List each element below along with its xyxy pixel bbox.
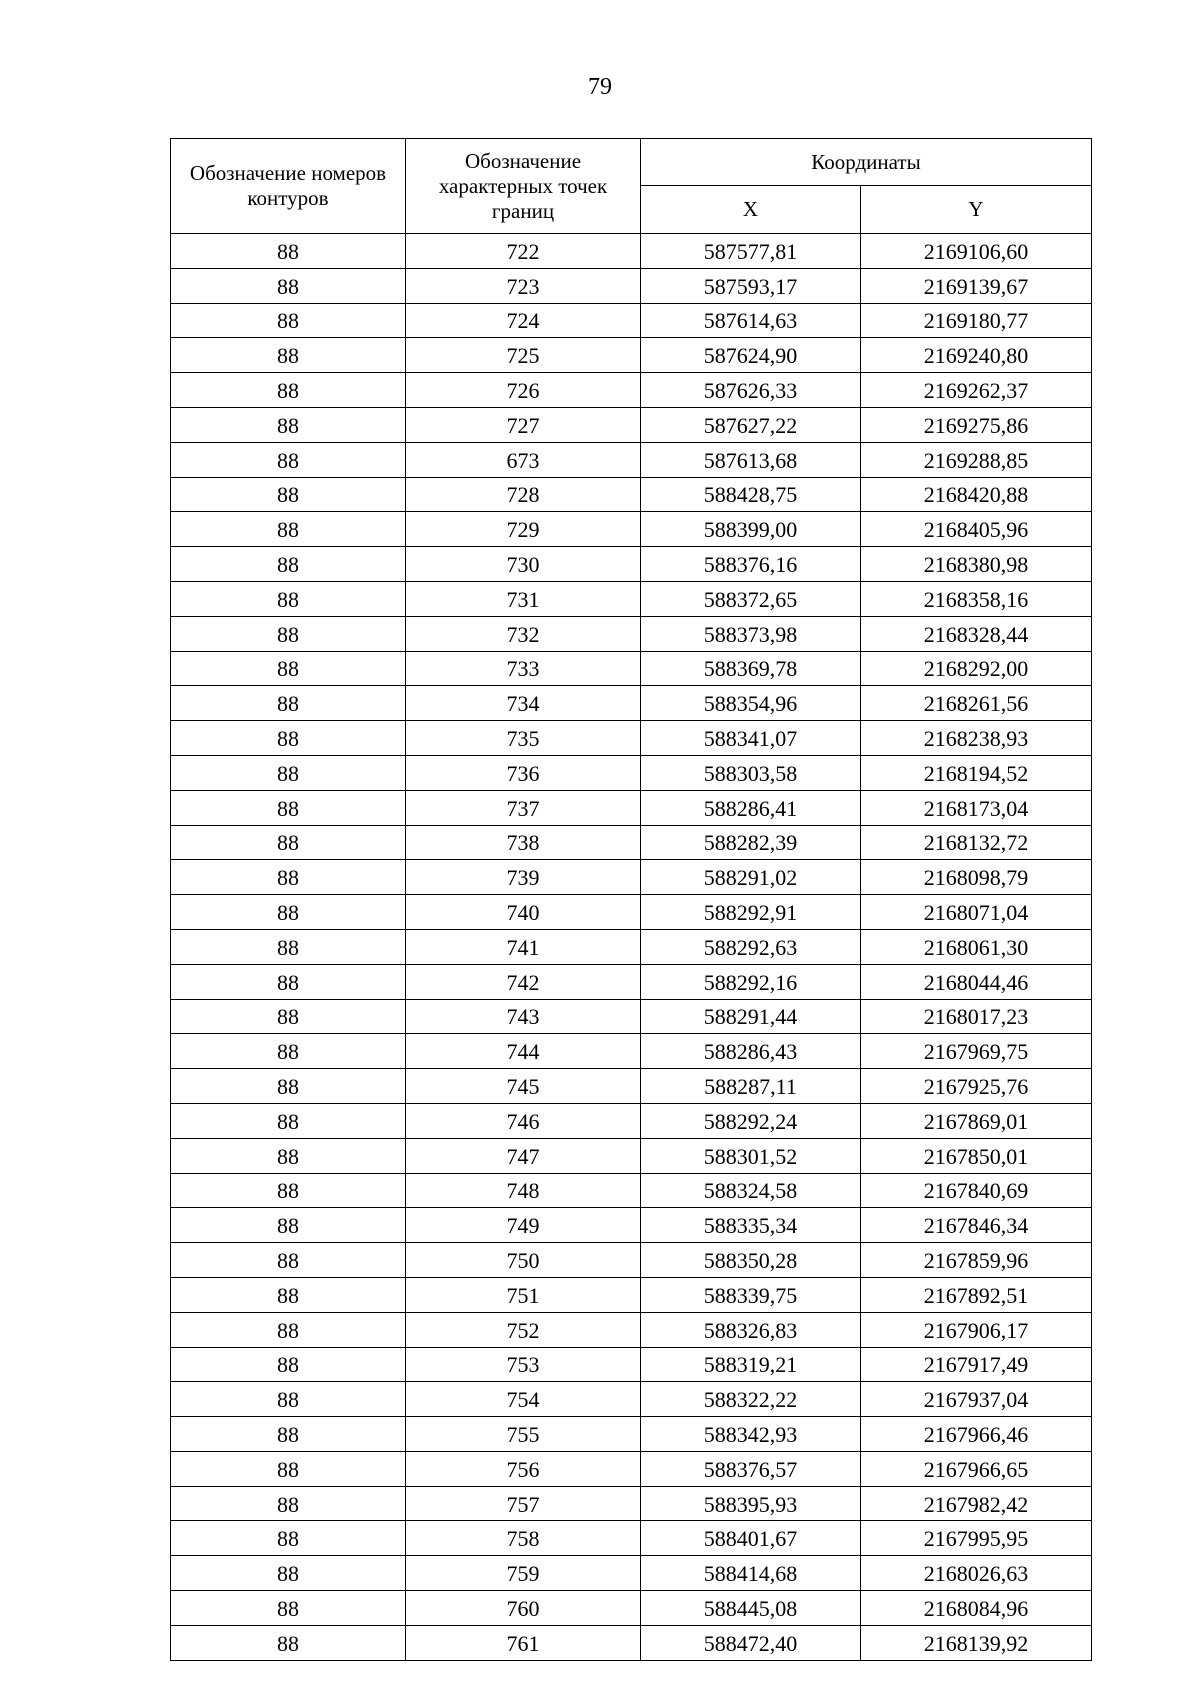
cell-contour-number: 88 — [171, 338, 406, 373]
cell-point-number: 753 — [406, 1347, 641, 1382]
cell-y: 2168420,88 — [861, 477, 1092, 512]
table-row — [171, 755, 1092, 790]
table-row — [171, 1103, 1092, 1138]
cell-x: 588292,91 — [641, 895, 861, 930]
cell-x: 588342,93 — [641, 1417, 861, 1452]
cell-y: 2169240,80 — [861, 338, 1092, 373]
cell-x: 588472,40 — [641, 1625, 861, 1660]
cell-contour-number: 88 — [171, 825, 406, 860]
cell-y: 2168238,93 — [861, 721, 1092, 756]
cell-contour-number: 88 — [171, 1103, 406, 1138]
cell-contour-number: 88 — [171, 268, 406, 303]
cell-y: 2167869,01 — [861, 1103, 1092, 1138]
cell-point-number: 741 — [406, 929, 641, 964]
cell-y: 2167925,76 — [861, 1069, 1092, 1104]
cell-x: 588303,58 — [641, 755, 861, 790]
cell-x: 588326,83 — [641, 1312, 861, 1347]
cell-contour-number: 88 — [171, 1243, 406, 1278]
cell-contour-number: 88 — [171, 1591, 406, 1626]
cell-contour-number: 88 — [171, 547, 406, 582]
cell-point-number: 725 — [406, 338, 641, 373]
table-row — [171, 1521, 1092, 1556]
table-body — [171, 234, 1092, 1661]
cell-contour-number: 88 — [171, 999, 406, 1034]
cell-y: 2167982,42 — [861, 1486, 1092, 1521]
cell-contour-number: 88 — [171, 651, 406, 686]
table-row — [171, 477, 1092, 512]
table-row — [171, 1312, 1092, 1347]
cell-x: 588292,16 — [641, 964, 861, 999]
table-row — [171, 686, 1092, 721]
cell-contour-number: 88 — [171, 1034, 406, 1069]
cell-y: 2169288,85 — [861, 442, 1092, 477]
table-row — [171, 616, 1092, 651]
cell-y: 2167966,65 — [861, 1451, 1092, 1486]
cell-x: 588399,00 — [641, 512, 861, 547]
table-row — [171, 1034, 1092, 1069]
cell-x: 587593,17 — [641, 268, 861, 303]
page-number: 79 — [588, 74, 612, 100]
cell-y: 2167846,34 — [861, 1208, 1092, 1243]
table-row — [171, 721, 1092, 756]
table-row — [171, 860, 1092, 895]
cell-x: 588291,02 — [641, 860, 861, 895]
cell-point-number: 748 — [406, 1173, 641, 1208]
cell-y: 2168261,56 — [861, 686, 1092, 721]
cell-contour-number: 88 — [171, 1556, 406, 1591]
cell-point-number: 738 — [406, 825, 641, 860]
cell-x: 588286,41 — [641, 790, 861, 825]
table-row — [171, 547, 1092, 582]
cell-y: 2168328,44 — [861, 616, 1092, 651]
cell-contour-number: 88 — [171, 1208, 406, 1243]
cell-x: 588369,78 — [641, 651, 861, 686]
cell-x: 588372,65 — [641, 581, 861, 616]
cell-y: 2167859,96 — [861, 1243, 1092, 1278]
cell-x: 588376,16 — [641, 547, 861, 582]
cell-point-number: 729 — [406, 512, 641, 547]
cell-x: 588339,75 — [641, 1277, 861, 1312]
cell-point-number: 726 — [406, 373, 641, 408]
table-row — [171, 268, 1092, 303]
cell-x: 588292,24 — [641, 1103, 861, 1138]
table-row — [171, 895, 1092, 930]
cell-contour-number: 88 — [171, 512, 406, 547]
table-row — [171, 234, 1092, 269]
cell-contour-number: 88 — [171, 755, 406, 790]
cell-x: 588354,96 — [641, 686, 861, 721]
cell-x: 588292,63 — [641, 929, 861, 964]
cell-point-number: 739 — [406, 860, 641, 895]
cell-point-number: 744 — [406, 1034, 641, 1069]
cell-point-number: 746 — [406, 1103, 641, 1138]
cell-x: 587627,22 — [641, 407, 861, 442]
cell-contour-number: 88 — [171, 303, 406, 338]
cell-point-number: 749 — [406, 1208, 641, 1243]
table-row — [171, 1382, 1092, 1417]
cell-y: 2168061,30 — [861, 929, 1092, 964]
cell-y: 2169262,37 — [861, 373, 1092, 408]
cell-x: 588350,28 — [641, 1243, 861, 1278]
table-row — [171, 929, 1092, 964]
cell-point-number: 730 — [406, 547, 641, 582]
cell-x: 588319,21 — [641, 1347, 861, 1382]
cell-contour-number: 88 — [171, 964, 406, 999]
header-coordinates: Координаты — [641, 139, 1092, 186]
table-row — [171, 1417, 1092, 1452]
cell-point-number: 752 — [406, 1312, 641, 1347]
cell-x: 588324,58 — [641, 1173, 861, 1208]
cell-x: 588286,43 — [641, 1034, 861, 1069]
cell-y: 2167966,46 — [861, 1417, 1092, 1452]
header-boundary-point: Обозначение характерных точек границ — [406, 139, 641, 234]
cell-contour-number: 88 — [171, 373, 406, 408]
cell-contour-number: 88 — [171, 686, 406, 721]
cell-x: 588376,57 — [641, 1451, 861, 1486]
cell-contour-number: 88 — [171, 1486, 406, 1521]
cell-point-number: 727 — [406, 407, 641, 442]
cell-point-number: 761 — [406, 1625, 641, 1660]
cell-y: 2169180,77 — [861, 303, 1092, 338]
cell-x: 587577,81 — [641, 234, 861, 269]
coordinates-table — [170, 138, 1092, 1661]
cell-contour-number: 88 — [171, 1069, 406, 1104]
cell-x: 588395,93 — [641, 1486, 861, 1521]
cell-point-number: 673 — [406, 442, 641, 477]
table-row — [171, 651, 1092, 686]
table-row — [171, 581, 1092, 616]
cell-point-number: 754 — [406, 1382, 641, 1417]
cell-x: 588373,98 — [641, 616, 861, 651]
cell-y: 2168173,04 — [861, 790, 1092, 825]
header-y: Y — [861, 186, 1092, 234]
table-row — [171, 1486, 1092, 1521]
cell-y: 2168071,04 — [861, 895, 1092, 930]
cell-x: 588322,22 — [641, 1382, 861, 1417]
cell-y: 2168380,98 — [861, 547, 1092, 582]
table-row — [171, 1347, 1092, 1382]
cell-point-number: 743 — [406, 999, 641, 1034]
cell-y: 2167840,69 — [861, 1173, 1092, 1208]
cell-point-number: 759 — [406, 1556, 641, 1591]
table-row — [171, 999, 1092, 1034]
cell-point-number: 733 — [406, 651, 641, 686]
cell-point-number: 736 — [406, 755, 641, 790]
cell-y: 2168132,72 — [861, 825, 1092, 860]
cell-contour-number: 88 — [171, 442, 406, 477]
cell-point-number: 751 — [406, 1277, 641, 1312]
cell-y: 2167937,04 — [861, 1382, 1092, 1417]
table-row — [171, 1451, 1092, 1486]
cell-y: 2168358,16 — [861, 581, 1092, 616]
cell-point-number: 735 — [406, 721, 641, 756]
cell-x: 588335,34 — [641, 1208, 861, 1243]
table-row — [171, 1069, 1092, 1104]
cell-contour-number: 88 — [171, 1451, 406, 1486]
cell-y: 2168026,63 — [861, 1556, 1092, 1591]
cell-y: 2167850,01 — [861, 1138, 1092, 1173]
cell-contour-number: 88 — [171, 721, 406, 756]
table-row — [171, 790, 1092, 825]
cell-point-number: 737 — [406, 790, 641, 825]
cell-point-number: 722 — [406, 234, 641, 269]
cell-x: 588287,11 — [641, 1069, 861, 1104]
cell-point-number: 758 — [406, 1521, 641, 1556]
cell-y: 2168405,96 — [861, 512, 1092, 547]
cell-contour-number: 88 — [171, 929, 406, 964]
cell-contour-number: 88 — [171, 1625, 406, 1660]
cell-y: 2169139,67 — [861, 268, 1092, 303]
table-row — [171, 1173, 1092, 1208]
table-header — [171, 139, 1092, 234]
cell-y: 2167969,75 — [861, 1034, 1092, 1069]
cell-y: 2168194,52 — [861, 755, 1092, 790]
cell-contour-number: 88 — [171, 1138, 406, 1173]
cell-contour-number: 88 — [171, 895, 406, 930]
table-row — [171, 1625, 1092, 1660]
table-row — [171, 1556, 1092, 1591]
table-row — [171, 442, 1092, 477]
cell-point-number: 724 — [406, 303, 641, 338]
cell-contour-number: 88 — [171, 407, 406, 442]
cell-contour-number: 88 — [171, 1347, 406, 1382]
cell-x: 587613,68 — [641, 442, 861, 477]
cell-point-number: 723 — [406, 268, 641, 303]
cell-x: 587626,33 — [641, 373, 861, 408]
cell-contour-number: 88 — [171, 1417, 406, 1452]
table-row — [171, 1277, 1092, 1312]
cell-contour-number: 88 — [171, 860, 406, 895]
cell-point-number: 732 — [406, 616, 641, 651]
cell-y: 2168139,92 — [861, 1625, 1092, 1660]
cell-x: 588282,39 — [641, 825, 861, 860]
cell-x: 588341,07 — [641, 721, 861, 756]
cell-y: 2167906,17 — [861, 1312, 1092, 1347]
cell-contour-number: 88 — [171, 1521, 406, 1556]
cell-y: 2167995,95 — [861, 1521, 1092, 1556]
table-row — [171, 303, 1092, 338]
cell-contour-number: 88 — [171, 581, 406, 616]
cell-contour-number: 88 — [171, 1382, 406, 1417]
cell-point-number: 740 — [406, 895, 641, 930]
cell-x: 588428,75 — [641, 477, 861, 512]
cell-y: 2168098,79 — [861, 860, 1092, 895]
table-row — [171, 338, 1092, 373]
cell-contour-number: 88 — [171, 1312, 406, 1347]
table-row — [171, 1591, 1092, 1626]
cell-point-number: 757 — [406, 1486, 641, 1521]
header-x: X — [641, 186, 861, 234]
cell-contour-number: 88 — [171, 1173, 406, 1208]
table-row — [171, 825, 1092, 860]
cell-point-number: 755 — [406, 1417, 641, 1452]
cell-y: 2168044,46 — [861, 964, 1092, 999]
cell-contour-number: 88 — [171, 234, 406, 269]
cell-y: 2167917,49 — [861, 1347, 1092, 1382]
cell-y: 2168017,23 — [861, 999, 1092, 1034]
cell-contour-number: 88 — [171, 477, 406, 512]
table-row — [171, 1138, 1092, 1173]
cell-contour-number: 88 — [171, 616, 406, 651]
table-row — [171, 407, 1092, 442]
cell-y: 2168084,96 — [861, 1591, 1092, 1626]
cell-x: 588445,08 — [641, 1591, 861, 1626]
cell-point-number: 756 — [406, 1451, 641, 1486]
cell-point-number: 734 — [406, 686, 641, 721]
cell-x: 587614,63 — [641, 303, 861, 338]
cell-point-number: 750 — [406, 1243, 641, 1278]
cell-point-number: 742 — [406, 964, 641, 999]
cell-point-number: 728 — [406, 477, 641, 512]
cell-point-number: 731 — [406, 581, 641, 616]
cell-y: 2168292,00 — [861, 651, 1092, 686]
cell-x: 588414,68 — [641, 1556, 861, 1591]
cell-point-number: 745 — [406, 1069, 641, 1104]
cell-y: 2167892,51 — [861, 1277, 1092, 1312]
header-contour-number: Обозначение номеров контуров — [171, 139, 406, 234]
table-row — [171, 373, 1092, 408]
table-row — [171, 1208, 1092, 1243]
cell-contour-number: 88 — [171, 1277, 406, 1312]
cell-x: 588401,67 — [641, 1521, 861, 1556]
cell-point-number: 760 — [406, 1591, 641, 1626]
cell-y: 2169106,60 — [861, 234, 1092, 269]
table-row — [171, 512, 1092, 547]
cell-y: 2169275,86 — [861, 407, 1092, 442]
table-row — [171, 1243, 1092, 1278]
cell-x: 587624,90 — [641, 338, 861, 373]
cell-x: 588301,52 — [641, 1138, 861, 1173]
table-row — [171, 964, 1092, 999]
cell-x: 588291,44 — [641, 999, 861, 1034]
cell-contour-number: 88 — [171, 790, 406, 825]
cell-point-number: 747 — [406, 1138, 641, 1173]
